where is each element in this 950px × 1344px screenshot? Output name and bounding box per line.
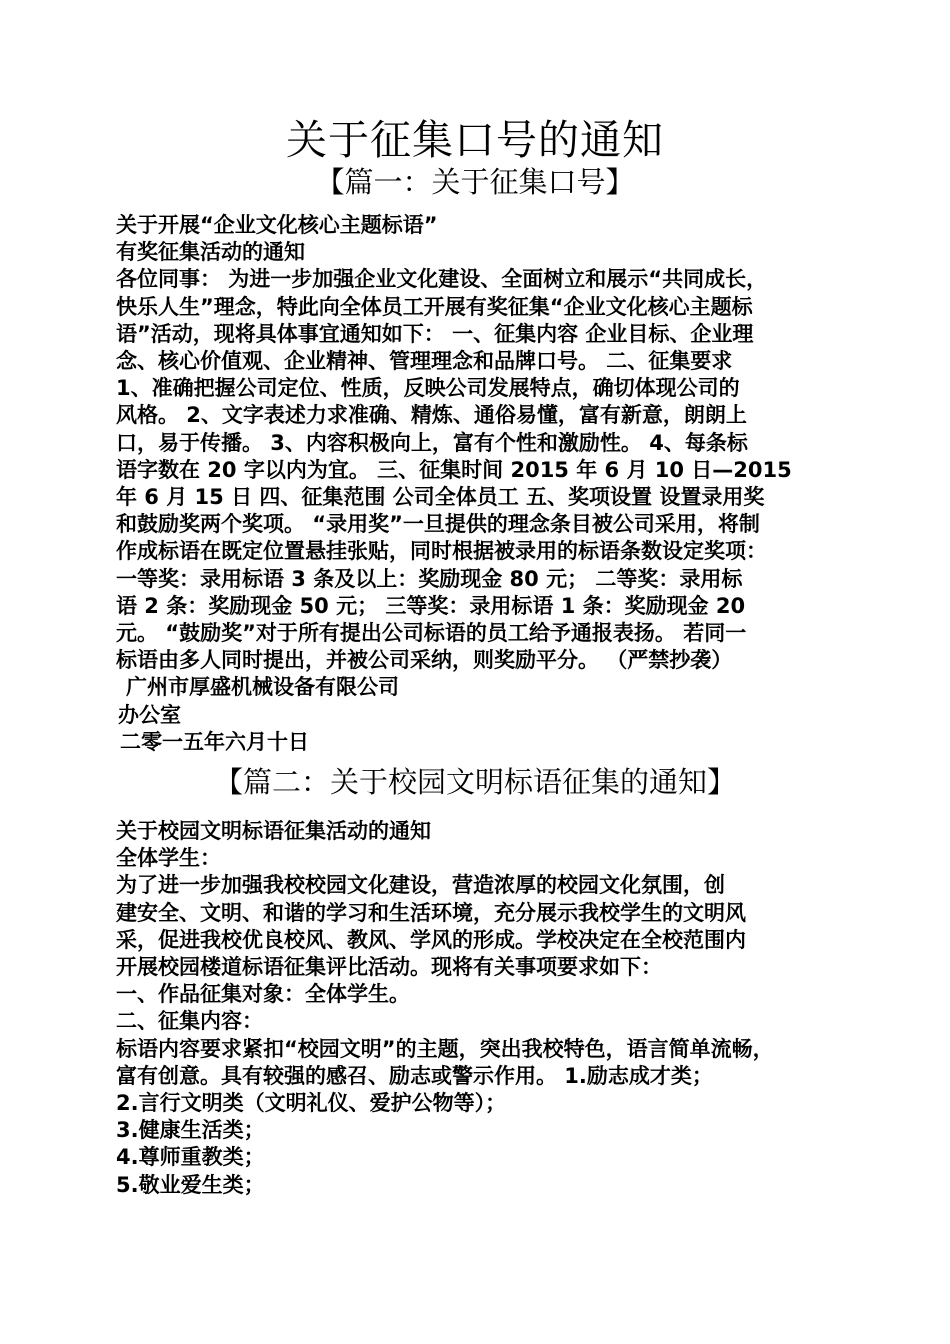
document-title: 关于征集口号的通知 <box>286 116 664 164</box>
body-line: 采，促进我校优良校风、教风、学风的形成。学校决定在全校范围内 <box>116 927 746 952</box>
signature-company: 广州市厚盛机械设备有限公司 <box>126 675 399 700</box>
body-line: 快乐人生”理念，特此向全体员工开展有奖征集“企业文化核心主题标 <box>116 294 753 319</box>
section2-body <box>116 818 846 1199</box>
section1-body <box>116 212 846 756</box>
body-line: 开展校园楼道标语征集评比活动。现将有关事项要求如下： <box>116 955 662 980</box>
body-line: 3.健康生活类； <box>116 1118 265 1143</box>
section1-heading: 【篇一：关于征集口号】 <box>315 165 635 199</box>
body-line: 语 2 条：奖励现金 50 元； 三等奖：录用标语 1 条：奖励现金 20 <box>116 593 746 618</box>
body-line: 语”活动，现将具体事宜通知如下： 一、征集内容 企业目标、企业理 <box>116 321 754 346</box>
body-line: 全体学生： <box>116 846 221 871</box>
body-line: 念、核心价值观、企业精神、管理理念和品牌口号。 二、征集要求 <box>116 349 733 374</box>
body-line: 风格。 2、文字表述力求准确、精炼、通俗易懂，富有新意，朗朗上 <box>116 403 747 428</box>
body-line: 一、作品征集对象：全体学生。 <box>116 982 410 1007</box>
body-line: 建安全、文明、和谐的学习和生活环境，充分展示我校学生的文明风 <box>116 900 746 925</box>
body-line: 和鼓励奖两个奖项。 “录用奖”一旦提供的理念条目被公司采用，将制 <box>116 512 760 537</box>
body-line: 4.尊师重教类； <box>116 1145 265 1170</box>
body-line: 标语内容要求紧扣“校园文明”的主题，突出我校特色，语言简单流畅， <box>116 1036 774 1061</box>
body-line: 5.敬业爱生类； <box>116 1172 265 1197</box>
body-line: 语字数在 20 字以内为宜。 三、征集时间 2015 年 6 月 10 日—2015 <box>116 457 792 482</box>
body-line: 为了进一步加强我校校园文化建设，营造浓厚的校园文化氛围，创 <box>116 873 725 898</box>
body-line: 关于开展“企业文化核心主题标语” <box>116 213 438 237</box>
body-line: 1、准确把握公司定位、性质，反映公司发展特点，确切体现公司的 <box>116 376 740 401</box>
signature-department: 办公室 <box>118 702 181 727</box>
body-line: 二、征集内容： <box>116 1009 263 1034</box>
section2-heading: 【篇二：关于校园文明标语征集的通知】 <box>213 765 736 799</box>
body-line: 2.言行文明类（文明礼仪、爱护公物等）； <box>116 1091 507 1116</box>
body-line: 有奖征集活动的通知 <box>116 240 305 265</box>
body-line: 口，易于传播。 3、内容积极向上，富有个性和激励性。 4、每条标 <box>116 430 748 455</box>
body-line: 一等奖：录用标语 3 条及以上：奖励现金 80 元； 二等奖：录用标 <box>116 566 743 591</box>
body-line: 元。 “鼓励奖”对于所有提出公司标语的员工给予通报表扬。 若同一 <box>116 621 747 646</box>
body-line: 标语由多人同时提出，并被公司采纳，则奖励平分。 （严禁抄袭） <box>116 648 733 673</box>
body-line: 富有创意。具有较强的感召、励志或警示作用。 1.励志成才类； <box>116 1063 713 1088</box>
signature-date: 二零一五年六月十日 <box>120 729 309 754</box>
body-line: 作成标语在既定位置悬挂张贴，同时根据被录用的标语条数设定奖项： <box>116 539 767 564</box>
body-line: 关于校园文明标语征集活动的通知 <box>116 819 431 843</box>
body-line: 各位同事： 为进一步加强企业文化建设、全面树立和展示“共同成长， <box>116 267 768 292</box>
body-line: 年 6 月 15 日 四、征集范围 公司全体员工 五、奖项设置 设置录用奖 <box>116 485 765 510</box>
